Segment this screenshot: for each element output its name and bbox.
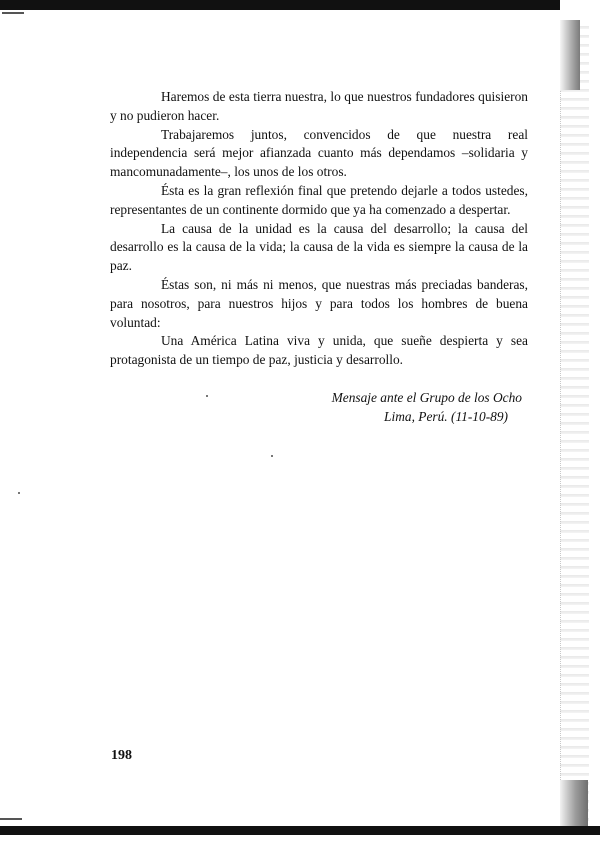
paragraph: La causa de la unidad es la causa del desarrollo; la causa del desarrollo es la causa de la vida; la causa de la vida es siempre la causa de la paz. <box>110 220 528 274</box>
top-scan-mark <box>2 12 24 14</box>
bottom-border-bar <box>0 826 600 835</box>
scan-speck <box>271 455 273 457</box>
paragraph: Haremos de esta tierra nuestra, lo que nuestros fundadores quisieron y no pudieron hacer. <box>110 89 528 123</box>
right-page-edge <box>560 20 589 828</box>
right-edge-shadow-top <box>560 20 580 90</box>
bottom-scan-mark <box>0 818 22 820</box>
signature-block <box>110 389 522 427</box>
paragraph: Una América Latina viva y unida, que sueñe despierta y sea protagonista de un tiempo de paz, justicia y desarrollo. <box>110 333 528 368</box>
signature-line-place-date: Lima, Perú. (11-10-89) <box>384 408 508 424</box>
right-edge-shadow-bottom <box>560 780 588 826</box>
paragraph: Ésta es la gran reflexión final que pretendo dejarle a todos ustedes, representantes de un continente dormido que ya ha comenzado a despertar. <box>110 182 528 217</box>
signature-line-message: Mensaje ante el Grupo de los Ocho <box>331 390 522 405</box>
scan-speck <box>18 492 20 494</box>
paragraph: Trabajaremos juntos, convencidos de que nuestra real independencia será mejor afianzada cuanto más dependamos –solidaria y mancomunadamente–, los unos de los otros. <box>110 126 528 180</box>
top-border-bar <box>0 0 560 10</box>
page-number: 198 <box>111 748 132 763</box>
paragraph: Éstas son, ni más ni menos, que nuestras más preciadas banderas, para nosotros, para nuestros hijos y para todos los hombres de buena voluntad: <box>110 276 528 330</box>
body-text <box>110 88 528 370</box>
